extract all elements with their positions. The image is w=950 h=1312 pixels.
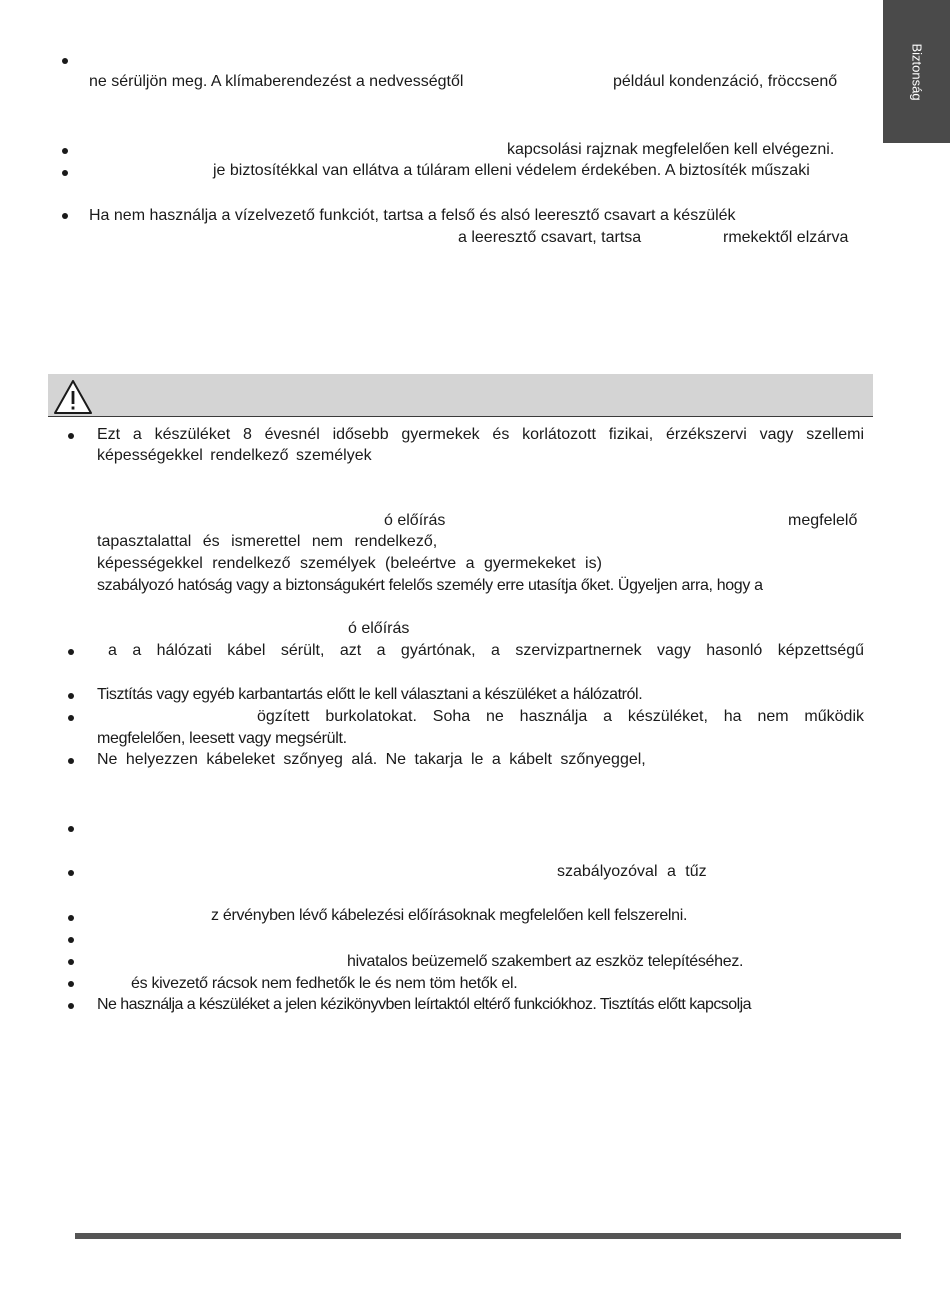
text-line: Ezt a készüléket 8 évesnél idősebb gyermekek és korlátozott fizikai, érzékszervi vagy szellemi: [97, 426, 864, 443]
text-line: kapcsolási rajznak megfelelően kell elvégezni.: [507, 141, 835, 158]
text-line: ne sérüljön meg. A klímaberendezést a nedvességtől: [89, 73, 464, 90]
bullet-dot-icon: [68, 915, 74, 921]
text-line: ögzített burkolatokat. Soha ne használja a készüléket, ha nem működik: [257, 708, 864, 725]
bullet-dot-icon: [68, 758, 74, 764]
text-line: megfelelően, leesett vagy megsérült.: [97, 730, 347, 747]
text-line: szabályozóval a tűz: [557, 863, 707, 880]
bullet-dot-icon: [68, 870, 74, 876]
text-line: hivatalos beüzemelő szakembert az eszköz telepítéséhez.: [347, 953, 744, 970]
text-line: és kivezető rácsok nem fedhetők le és nem töm hetők el.: [131, 975, 518, 992]
text-line: Ha nem használja a vízelvezető funkciót, tartsa a felső és alsó leeresztő csavart a készülék: [89, 207, 736, 224]
bullet-dot-icon: [68, 693, 74, 699]
text-line: például kondenzáció, fröccsenő: [613, 73, 838, 90]
bullet-dot-icon: [68, 981, 74, 987]
text-line: a leeresztő csavart, tartsa: [458, 229, 642, 246]
warning-header-bar: [48, 374, 873, 417]
footer-rule: [75, 1233, 901, 1239]
text-line: képességekkel rendelkező személyek: [97, 447, 372, 464]
text-line: Ne használja a készüléket a jelen kézikönyvben leírtaktól eltérő funkciókhoz. Tisztítás előtt kapcsolja: [97, 996, 751, 1013]
text-line: je biztosítékkal van ellátva a túláram elleni védelem érdekében. A biztosíték műszaki: [213, 162, 810, 179]
text-line: szabályozó hatóság vagy a biztonságukért felelős személy erre utasítja őket. Ügyeljen arra, hogy a: [97, 577, 763, 594]
bullet-dot-icon: [68, 937, 74, 943]
text-line: tapasztalattal és ismerettel nem rendelkező,: [97, 533, 438, 550]
bullet-dot-icon: [68, 959, 74, 965]
text-line: Tisztítás vagy egyéb karbantartás előtt le kell választani a készüléket a hálózatról.: [97, 686, 643, 703]
text-line: a a hálózati kábel sérült, azt a gyártónak, a szervizpartnernek vagy hasonló képzettségű: [108, 642, 864, 659]
text-line: Ne helyezzen kábeleket szőnyeg alá. Ne takarja le a kábelt szőnyeggel,: [97, 751, 646, 768]
text-line: z érvényben lévő kábelezési előírásoknak megfelelően kell felszerelni.: [211, 907, 688, 924]
bullet-dot-icon: [68, 649, 74, 655]
bullet-dot-icon: [68, 1003, 74, 1009]
text-line: megfelelő: [788, 512, 858, 529]
text-line: képességekkel rendelkező személyek (beleértve a gyermekeket is): [97, 555, 602, 572]
bullet-dot-icon: [68, 433, 74, 439]
section-tab-label: Biztonság: [909, 42, 924, 101]
text-line: ó előírás: [384, 512, 446, 529]
section-tab: [883, 0, 950, 143]
bullet-dot-icon: [62, 58, 68, 64]
warning-triangle-icon: [52, 378, 94, 416]
bullet-dot-icon: [68, 715, 74, 721]
bullet-dot-icon: [62, 148, 68, 154]
text-line: ó előírás: [348, 620, 410, 637]
bullet-dot-icon: [62, 170, 68, 176]
bullet-dot-icon: [62, 213, 68, 219]
text-line: rmekektől elzárva: [723, 229, 849, 246]
bullet-dot-icon: [68, 826, 74, 832]
